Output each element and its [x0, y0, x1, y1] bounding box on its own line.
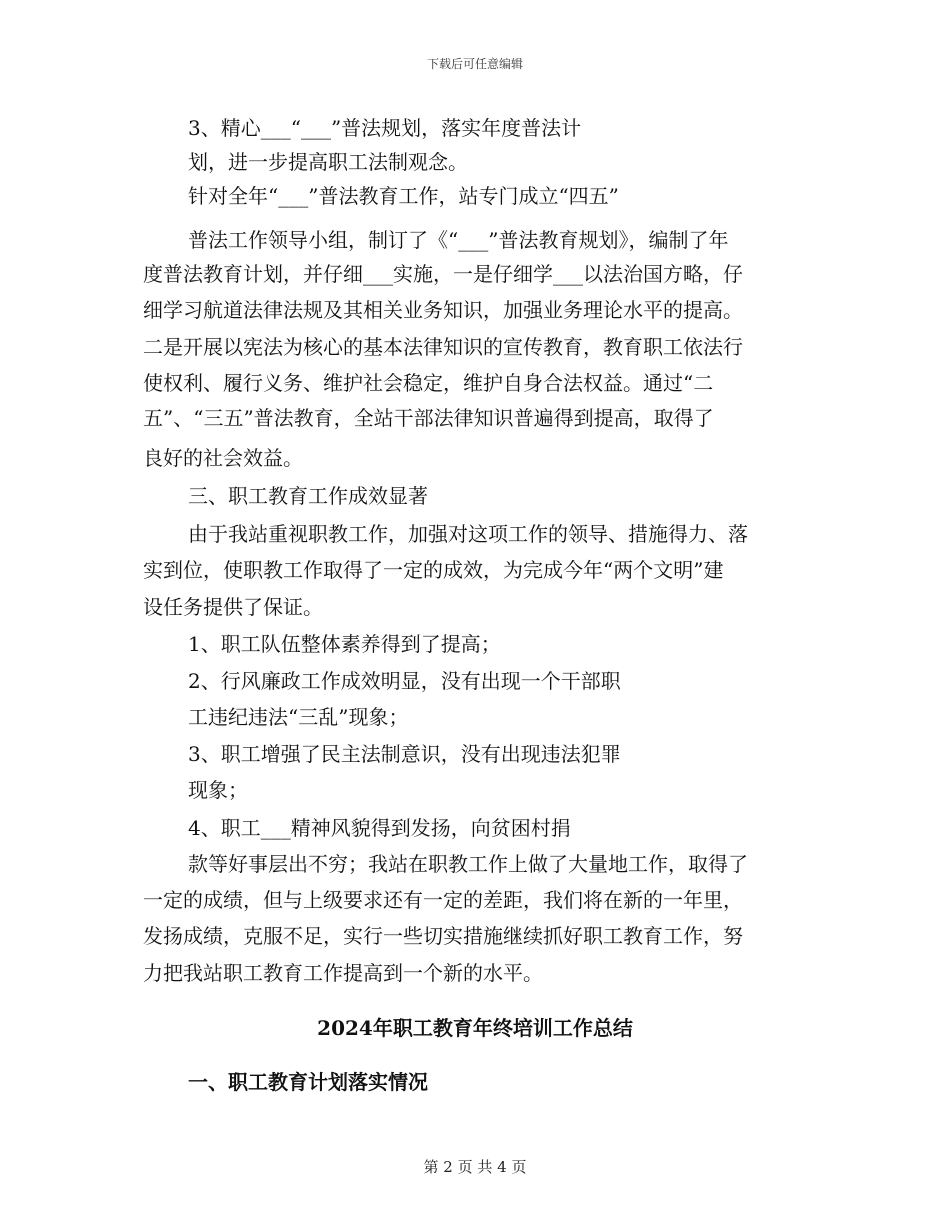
list-item: 现象；: [188, 778, 248, 802]
paragraph-line: 实到位，使职教工作取得了一定的成效，为完成今年“两个文明”建: [143, 558, 724, 582]
paragraph-line: 二是开展以宪法为核心的基本法律知识的宣传教育，教育职工依法行: [143, 335, 743, 359]
paragraph-line: 发扬成绩，克服不足，实行一些切实措施继续抓好职工教育工作，努: [143, 924, 743, 948]
paragraph-line: 力把我站职工教育工作提高到一个新的水平。: [143, 961, 543, 985]
paragraph-line: 由于我站重视职教工作，加强对这项工作的领导、措施得力、落: [188, 522, 748, 546]
list-item: 工违纪违法“三乱”现象；: [188, 705, 409, 729]
paragraph-line: 3、精心___“___”普法规划，落实年度普法计: [188, 116, 582, 140]
list-item: 3、职工增强了民主法制意识，没有出现违法犯罪: [188, 742, 621, 766]
paragraph-line: 款等好事层出不穷；我站在职教工作上做了大量地工作，取得了: [188, 852, 748, 876]
section-subheading: 三、职工教育工作成效显著: [188, 484, 428, 508]
header-note: 下载后可任意编辑: [426, 57, 523, 71]
section-heading: 一、职工教育计划落实情况: [188, 1070, 428, 1094]
paragraph-line: 五”、“三五”普法教育，全站干部法律知识普遍得到提高，取得了: [143, 406, 714, 430]
paragraph-line: 度普法教育计划，并仔细___实施，一是仔细学___以法治国方略，仔: [143, 262, 743, 286]
paragraph-line: 一定的成绩，但与上级要求还有一定的差距，我们将在新的一年里，: [143, 888, 743, 912]
page-footer: 第 2 页 共 4 页: [423, 1158, 527, 1176]
paragraph-line: 划，进一步提高职工法制观念。: [188, 150, 468, 174]
paragraph-line: 针对全年“___”普法教育工作，站专门成立“四五”: [188, 184, 619, 208]
document-title: 2024年职工教育年终培训工作总结: [317, 1016, 633, 1040]
paragraph-line: 使权利、履行义务、维护社会稳定，维护自身合法权益。通过“二: [143, 371, 714, 395]
list-item: 4、职工___精神风貌得到发扬，向贫困村捐: [188, 816, 571, 840]
list-item: 1、职工队伍整体素养得到了提高；: [188, 632, 501, 656]
paragraph-line: 细学习航道法律法规及其相关业务知识，加强业务理论水平的提高。: [143, 298, 743, 322]
paragraph-line: 良好的社会效益。: [143, 446, 303, 470]
paragraph-line: 设任务提供了保证。: [143, 595, 323, 619]
paragraph-line: 普法工作领导小组，制订了《“___”普法教育规划》，编制了年: [188, 228, 729, 252]
list-item: 2、行风廉政工作成效明显，没有出现一个干部职: [188, 669, 621, 693]
